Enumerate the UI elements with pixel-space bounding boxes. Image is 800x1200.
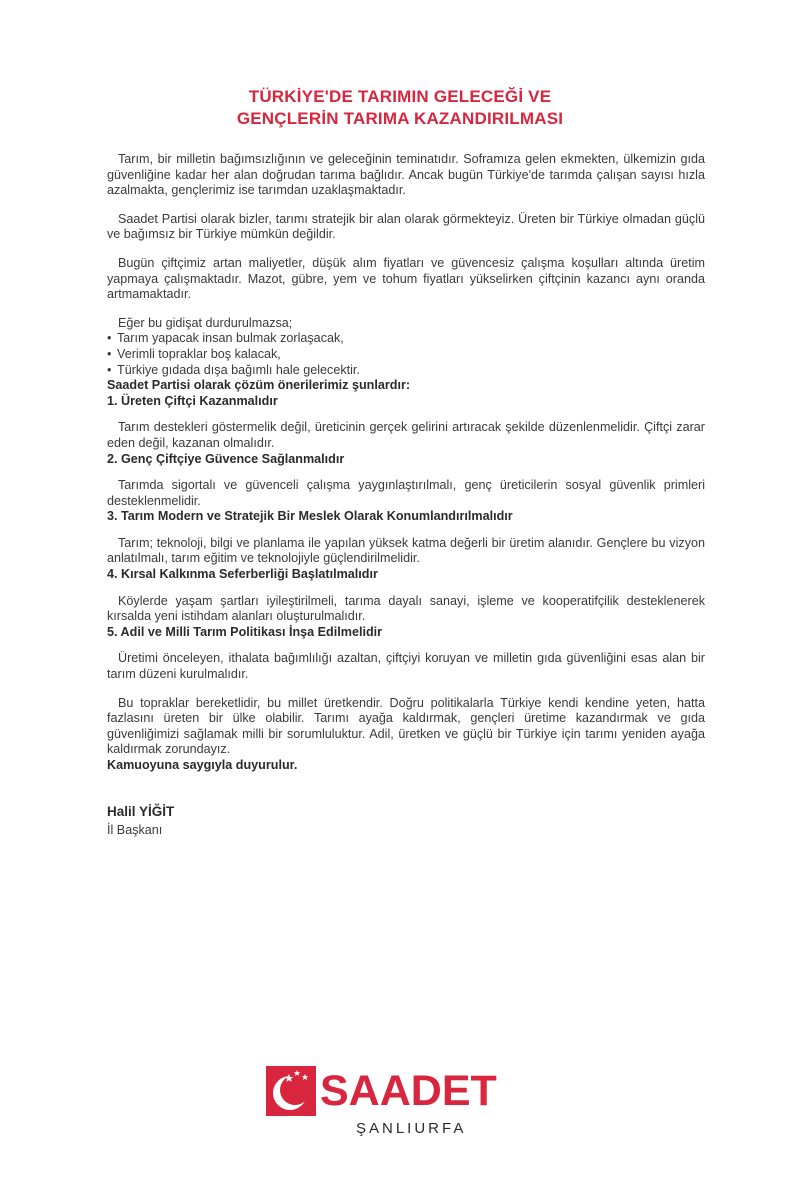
bullet-text: Tarım yapacak insan bulmak zorlaşacak, [117, 331, 344, 346]
logo-wordmark: SAADET [320, 1067, 497, 1115]
intro-paragraph-4: Eğer bu gidişat durdurulmazsa; [118, 315, 293, 330]
intro-paragraph-2: Saadet Partisi olarak bizler, tarımı stratejik bir alan olarak görmekteyiz. Üreten bir Türkiye olmadan güçlü ve bağımsız bir Türkiye mümkün değildir. [107, 211, 705, 242]
proposals-intro: Saadet Partisi olarak çözüm önerilerimiz şunlardır: [107, 378, 411, 393]
proposal-heading-1: 1. Üreten Çiftçi Kazanmalıdır [107, 393, 278, 408]
closing-paragraph: Bu topraklar bereketlidir, bu millet üretkendir. Doğru politikalarla Türkiye kendi kendine yeten, hatta fazlasını üreten bir ülke olabilir. Tarımı ayağa kaldırmak, gençleri üretime kazandırmak ve gıda güvenliğimizi sağlamak milli bir sorumluluktur. Adil, üretken ve güçlü bir Türkiye için tarımı yeniden ayağa kaldırmak zorundayız. [107, 695, 705, 757]
proposal-text-5: Üretimi önceleyen, ithalata bağımlılığı azaltan, çiftçiyi koruyan ve milletin gıda güvenliğini esas alan bir tarım düzeni kurulmalıdır. [107, 651, 705, 682]
crescent-stars-icon [266, 1066, 316, 1116]
logo-city: ŞANLIURFA [356, 1120, 467, 1137]
signature-name: Halil YİĞİT [107, 803, 175, 819]
intro-paragraph-3: Bugün çiftçimiz artan maliyetler, düşük alım fiyatları ve güvencesiz çalışma koşulları altında üretim yapmaya çalışmaktadır. Mazot, gübre, yem ve tohum fiyatları yükselirken çiftçinin kazancı aynı oranda artmamaktadır. [107, 255, 705, 302]
proposal-text-1: Tarım destekleri göstermelik değil, üreticinin gerçek gelirini artıracak şekilde düzenlenmelidir. Çiftçi zarar eden değil, kazanan olmalıdır. [107, 420, 705, 450]
bullet-text: Verimli topraklar boş kalacak, [117, 346, 281, 361]
bullet-item: • Tarım yapacak insan bulmak zorlaşacak, [107, 331, 344, 346]
page-title [0, 86, 800, 130]
bullet-text: Türkiye gıdada dışa bağımlı hale gelecektir. [117, 362, 360, 377]
document-body [107, 152, 705, 839]
proposal-text-4: Köylerde yaşam şartları iyileştirilmeli, tarıma dayalı sanayi, işleme ve kooperatifçilik desteklenerek kırsalda yeni istihdam alanları oluşturulmalıdır. [107, 593, 705, 624]
saadet-logo [266, 1066, 506, 1146]
intro-paragraph-1: Tarım, bir milletin bağımsızlığının ve geleceğinin teminatıdır. Soframıza gelen ekmekten, ülkemizin gıda güvenliğine kadar her alan doğrudan tarıma bağlıdır. Ancak bugün Türkiye'de tarımda çalışan sayısı hızla azalmakta, gençlerimiz ise tarımdan uzaklaşmaktadır. [107, 152, 705, 198]
bullet-item: • Türkiye gıdada dışa bağımlı hale gelecektir. [107, 362, 360, 377]
signature-role: İl Başkanı [107, 823, 163, 838]
proposal-text-3: Tarım; teknoloji, bilgi ve planlama ile yapılan yüksek katma değerli bir üretim alanıdır. Gençlere bu vizyon anlatılmalı, tarım eğitim ve teknolojiyle güçlendirilmelidir. [107, 535, 705, 566]
proposal-text-2: Tarımda sigortalı ve güvenceli çalışma yaygınlaştırılmalı, genç üreticilerin sosyal güvenlik primleri desteklenmelidir. [107, 478, 705, 508]
proposal-heading-2: 2. Genç Çiftçiye Güvence Sağlanmalıdır [107, 451, 345, 466]
proposal-heading-3: 3. Tarım Modern ve Stratejik Bir Meslek Olarak Konumlandırılmalıdır [107, 509, 513, 524]
title-line-1: TÜRKİYE'DE TARIMIN GELECEĞİ VE [248, 87, 552, 106]
proposal-heading-4: 4. Kırsal Kalkınma Seferberliği Başlatılmalıdır [107, 567, 378, 582]
proposal-heading-5: 5. Adil ve Milli Tarım Politikası İnşa Edilmelidir [107, 624, 383, 639]
bullet-item: • Verimli topraklar boş kalacak, [107, 346, 281, 361]
title-line-2: GENÇLERİN TARIMA KAZANDIRILMASI [236, 109, 564, 128]
announcement: Kamuoyuna saygıyla duyurulur. [107, 758, 298, 772]
